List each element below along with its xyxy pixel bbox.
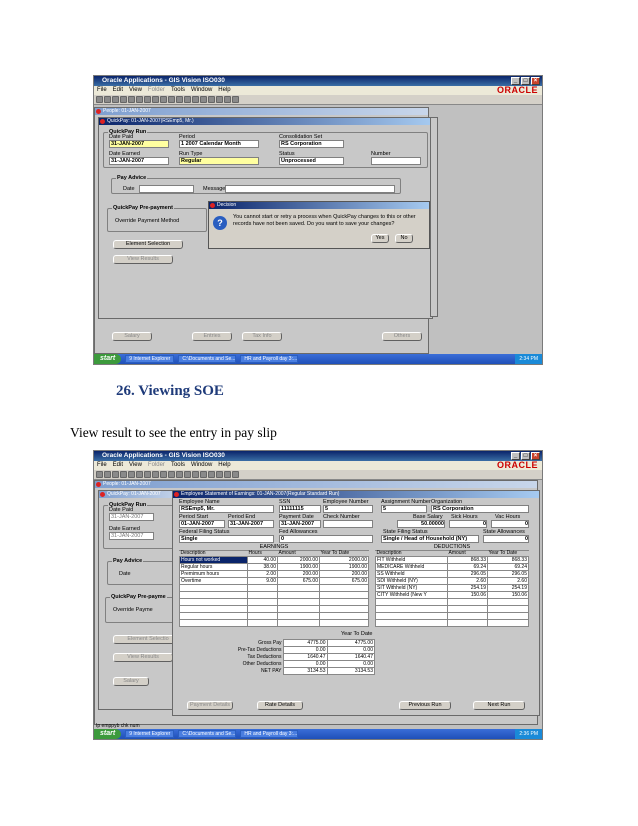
summary-label: Pre-Tax Deductions <box>237 647 282 653</box>
tax-info-button[interactable]: Tax Info <box>242 332 282 341</box>
earnings-desc[interactable]: Regular hours <box>180 564 248 571</box>
taskbar-documents[interactable]: C:\Documents and Se... <box>178 355 236 363</box>
table-row[interactable] <box>180 599 369 606</box>
base-salary-label: Base Salary <box>413 514 443 520</box>
salary-button[interactable]: Salary <box>112 332 152 341</box>
date-earned-field[interactable]: 31-JAN-2007 <box>109 157 169 165</box>
cut-icon[interactable] <box>160 96 167 103</box>
table-row[interactable] <box>376 557 529 564</box>
desktop-area <box>94 105 542 354</box>
earnings-amount: 200.00 <box>278 571 320 578</box>
check-number-label: Check Number <box>323 514 360 520</box>
nav-icon[interactable] <box>104 96 111 103</box>
people-window-title: People: 01-JAN-2007 <box>103 108 151 114</box>
payment-details-button[interactable]: Payment Details <box>187 701 233 710</box>
assignment-number-label: Assignment Number <box>381 499 431 505</box>
summary-amount: 4775.00 <box>283 640 327 647</box>
view-results-button-2[interactable]: View Results <box>113 653 173 662</box>
summary-amount: 0.00 <box>283 661 327 668</box>
paste-icon[interactable] <box>176 96 183 103</box>
summary-label: Other Deductions <box>242 661 282 667</box>
table-row[interactable] <box>180 585 369 592</box>
menu-folder[interactable]: Folder <box>147 462 165 468</box>
print-icon[interactable] <box>128 96 135 103</box>
period-field[interactable]: 1 2007 Calendar Month <box>179 140 259 148</box>
deductions-col-description: Description <box>376 550 402 556</box>
period-end-field: 31-JAN-2007 <box>228 520 274 528</box>
state-filing-label: State Filing Status <box>383 529 428 535</box>
summary-ytd: 0.00 <box>327 661 375 668</box>
summary-ytd: 4775.00 <box>327 640 375 647</box>
organization-field: RS Corporation <box>431 505 529 513</box>
find-icon[interactable] <box>120 471 127 478</box>
table-row[interactable] <box>180 613 369 620</box>
earnings-amount: 2000.00 <box>278 557 320 564</box>
earnings-desc[interactable]: Overtime <box>180 578 248 585</box>
edit-icon[interactable] <box>192 471 199 478</box>
minimize-icon[interactable]: _ <box>511 77 520 85</box>
summary-ytd: 3134.53 <box>327 668 375 675</box>
save-icon[interactable] <box>96 96 103 103</box>
menu-view[interactable]: View <box>129 87 142 93</box>
window-icon[interactable] <box>224 471 231 478</box>
organization-label: Organization <box>431 499 463 505</box>
delete-icon[interactable] <box>152 96 159 103</box>
desktop-area-2 <box>94 480 542 729</box>
summary-amount: 0.00 <box>283 647 327 654</box>
zoom-icon[interactable] <box>112 96 119 103</box>
deductions-col-ytd: Year To Date <box>488 550 518 556</box>
zoom-icon[interactable] <box>112 471 119 478</box>
soe-window-title: Employee Statement of Earnings: 01-JAN-2007(Regular Standard Run) <box>181 491 340 497</box>
period-start-label: Period Start <box>179 514 209 520</box>
pay-advice-title-2: Pay Advice <box>113 558 143 564</box>
delete-icon[interactable] <box>152 471 159 478</box>
quickpay-window-2 <box>98 490 183 710</box>
payment-date-field: 31-JAN-2007 <box>279 520 321 528</box>
deduction-ytd: 2.60 <box>488 578 529 585</box>
find-icon[interactable] <box>120 96 127 103</box>
print-icon[interactable] <box>128 471 135 478</box>
menu-edit[interactable]: Edit <box>112 87 124 93</box>
deduction-amount: 254.19 <box>448 585 488 592</box>
date-earned-label-2: Date Earned <box>109 526 140 532</box>
menu-file[interactable]: File <box>97 87 107 93</box>
view-results-button[interactable]: View Results <box>113 255 173 264</box>
table-row[interactable] <box>376 620 529 627</box>
federal-filing-label: Federal Filing Status <box>179 529 230 535</box>
question-icon: ? <box>213 216 227 230</box>
number-label: Number <box>371 151 391 157</box>
consolidation-label: Consolidation Set <box>279 134 323 140</box>
toolbar-2 <box>94 470 542 480</box>
earnings-desc[interactable]: Hours not worked <box>180 557 248 564</box>
table-row[interactable] <box>376 578 529 585</box>
deduction-amount: 69.24 <box>448 564 488 571</box>
app-title-bar-2 <box>94 451 542 461</box>
quickpay-window-title-2: QuickPay: 01-JAN-2007 <box>107 491 161 497</box>
base-salary-field: 50.00000 <box>397 520 445 528</box>
vac-hours-field: 0 <box>491 520 529 528</box>
earnings-col-description: Description <box>180 550 206 556</box>
help-icon[interactable] <box>232 471 239 478</box>
translate-icon[interactable] <box>216 96 223 103</box>
advice-date-label-2: Date <box>119 571 131 577</box>
table-row[interactable] <box>376 585 529 592</box>
minimize-icon[interactable]: _ <box>511 452 520 460</box>
others-button[interactable]: Others <box>382 332 422 341</box>
clock: 2:34 PM <box>515 354 542 364</box>
table-row[interactable] <box>376 564 529 571</box>
menu-bar <box>94 86 542 95</box>
consolidation-field[interactable]: RS Corporation <box>279 140 344 148</box>
cut-icon[interactable] <box>160 471 167 478</box>
new-icon[interactable] <box>144 96 151 103</box>
table-row[interactable] <box>376 606 529 613</box>
deduction-desc[interactable]: SDI Withheld (NY) <box>376 578 448 585</box>
number-field[interactable] <box>371 157 421 165</box>
status-label: Status <box>279 151 295 157</box>
table-row[interactable] <box>180 578 369 585</box>
instruction-text: View result to see the entry in pay slip <box>70 425 277 440</box>
earnings-amount: 675.00 <box>278 578 320 585</box>
table-row[interactable] <box>180 564 369 571</box>
edit-icon[interactable] <box>192 96 199 103</box>
salary-button-2[interactable]: Salary <box>113 677 149 686</box>
decision-message: You cannot start or retry a process when QuickPay changes to this or other records have not been saved. Do you want to save your changes? <box>233 214 416 227</box>
menu-tools[interactable]: Tools <box>170 462 185 468</box>
save-icon[interactable] <box>96 471 103 478</box>
pay-advice-title: Pay Advice <box>117 175 147 181</box>
attach-icon[interactable] <box>200 96 207 103</box>
state-filing-field: Single / Head of Household (NY) <box>381 535 479 543</box>
date-paid-label: Date Paid <box>109 134 134 140</box>
advice-date-field[interactable] <box>139 185 194 193</box>
summary-table <box>203 639 375 675</box>
override-payment-label-2: Override Payme <box>113 607 153 613</box>
element-selection-button[interactable]: Element Selection <box>113 240 183 249</box>
decision-title: Decision <box>217 202 237 208</box>
toolbar <box>94 95 542 105</box>
table-row[interactable] <box>376 571 529 578</box>
state-allowances-field: 0 <box>483 535 529 543</box>
copy-icon[interactable] <box>168 96 175 103</box>
close-form-icon[interactable] <box>136 471 143 478</box>
app-title-2: Oracle Applications - GIS Vision ISO030 <box>102 452 225 459</box>
override-payment-label: Override Payment Method <box>115 218 180 224</box>
table-row[interactable] <box>376 592 529 599</box>
employee-number-field: 5 <box>323 505 373 513</box>
earnings-col-amount: Amount <box>278 550 296 556</box>
table-row[interactable] <box>180 557 369 564</box>
section-heading: 26. Viewing SOE <box>116 383 224 399</box>
status-field: Unprocessed <box>279 157 344 165</box>
entries-button[interactable]: Entries <box>192 332 232 341</box>
deduction-amount: 296.05 <box>448 571 488 578</box>
table-row[interactable] <box>180 606 369 613</box>
summary-amount: 1640.47 <box>283 654 327 661</box>
earnings-hours: 2.00 <box>248 571 278 578</box>
earnings-ytd: 675.00 <box>320 578 369 585</box>
oracle-logo-2: ORACLE <box>497 460 538 470</box>
clear-icon[interactable] <box>184 96 191 103</box>
deduction-desc[interactable]: FIT Withheld <box>376 557 448 564</box>
maximize-icon[interactable]: □ <box>521 452 530 460</box>
table-row <box>203 640 375 647</box>
summary-label: Tax Deductions <box>247 654 282 660</box>
people-window-title-2: People: 01-JAN-2007 <box>103 481 151 487</box>
taskbar-hr-payroll[interactable]: HR and Payroll day 3:... <box>240 355 298 363</box>
oracle-logo: ORACLE <box>497 85 538 95</box>
summary-ytd: 0.00 <box>327 647 375 654</box>
table-row[interactable] <box>376 613 529 620</box>
close-icon[interactable]: × <box>531 77 540 85</box>
employee-name-label: Employee Name <box>179 499 220 505</box>
taskbar-ie[interactable]: 9 Internet Explorer <box>125 355 174 363</box>
advice-date-label: Date <box>123 186 135 192</box>
vac-hours-label: Vac Hours <box>495 514 521 520</box>
employee-number-label: Employee Number <box>323 499 369 505</box>
earnings-hours: 38.00 <box>248 564 278 571</box>
deductions-header: DEDUCTIONS <box>375 544 529 551</box>
earnings-header: EARNINGS <box>179 544 369 551</box>
summary-ytd: 1640.47 <box>327 654 375 661</box>
menu-window[interactable]: Window <box>190 87 213 93</box>
menu-edit[interactable]: Edit <box>112 462 124 468</box>
table-row[interactable] <box>180 592 369 599</box>
app-title: Oracle Applications - GIS Vision ISO030 <box>102 77 225 84</box>
earnings-amount: 1900.00 <box>278 564 320 571</box>
menu-file[interactable]: File <box>97 462 107 468</box>
clock: 2:36 PM <box>515 729 542 739</box>
copy-icon[interactable] <box>168 471 175 478</box>
period-start-field: 01-JAN-2007 <box>179 520 225 528</box>
sick-hours-label: Sick Hours <box>451 514 478 520</box>
date-earned-field-2[interactable]: 31-JAN-2007 <box>109 532 154 540</box>
run-type-field[interactable]: Regular <box>179 157 259 165</box>
deduction-amount: 150.06 <box>448 592 488 599</box>
rate-details-button[interactable]: Rate Details <box>257 701 303 710</box>
summary-amount: 3134.53 <box>283 668 327 675</box>
screenshot-soe <box>93 450 543 740</box>
date-paid-label-2: Date Paid <box>109 507 134 513</box>
folder-icon[interactable] <box>208 471 215 478</box>
earnings-ytd: 2000.00 <box>320 557 369 564</box>
ssn-label: SSN <box>279 499 291 505</box>
menu-window[interactable]: Window <box>190 462 213 468</box>
start-button[interactable]: start <box>94 729 121 739</box>
deduction-ytd: 868.33 <box>488 557 529 564</box>
advice-message-field[interactable] <box>225 185 395 193</box>
close-icon[interactable]: × <box>531 452 540 460</box>
deduction-desc[interactable]: MEDICARE Withheld <box>376 564 448 571</box>
element-selection-button-2[interactable]: Element Selectio <box>113 635 183 644</box>
quickpay-run-title-2: QuickPay Run <box>109 502 147 508</box>
attach-icon[interactable] <box>200 471 207 478</box>
quickpay-run-title: QuickPay Run <box>109 129 147 135</box>
earnings-hours: 40.00 <box>248 557 278 564</box>
taskbar-hr-payroll[interactable]: HR and Payroll day 3:... <box>240 730 298 738</box>
maximize-icon[interactable]: □ <box>521 77 530 85</box>
clear-icon[interactable] <box>184 471 191 478</box>
menu-bar-2 <box>94 461 542 470</box>
fed-allowances-field: 0 <box>279 535 373 543</box>
paste-icon[interactable] <box>176 471 183 478</box>
deduction-ytd: 69.24 <box>488 564 529 571</box>
menu-tools[interactable]: Tools <box>170 87 185 93</box>
earnings-ytd: 200.00 <box>320 571 369 578</box>
table-row <box>203 668 375 675</box>
decision-dialog <box>208 201 430 249</box>
table-row[interactable] <box>376 599 529 606</box>
next-run-button[interactable]: Next Run <box>473 701 525 710</box>
payment-date-label: Payment Date <box>279 514 314 520</box>
summary-label: NET PAY <box>260 668 282 674</box>
taskbar-ie[interactable]: 9 Internet Explorer <box>125 730 174 738</box>
earnings-desc[interactable]: Premimum hours <box>180 571 248 578</box>
ssn-field: 11111115 <box>279 505 321 513</box>
period-end-label: Period End <box>228 514 256 520</box>
assignment-number-field: 5 <box>381 505 427 513</box>
table-row[interactable] <box>180 571 369 578</box>
table-row <box>203 661 375 668</box>
deduction-amount: 868.33 <box>448 557 488 564</box>
yes-button[interactable]: Yes <box>371 234 389 243</box>
menu-folder[interactable]: Folder <box>147 87 165 93</box>
nav-icon[interactable] <box>104 471 111 478</box>
earnings-table <box>179 550 369 627</box>
app-title-bar <box>94 76 542 86</box>
run-type-label: Run Type <box>179 151 203 157</box>
deduction-desc[interactable]: CITY Withheld (New Y <box>376 592 448 599</box>
advice-message-label: Message <box>203 186 226 192</box>
summary-label: Gross Pay <box>258 640 282 646</box>
new-icon[interactable] <box>144 471 151 478</box>
table-row <box>203 647 375 654</box>
employee-name-field: RSEmp5, Mr. <box>179 505 274 513</box>
period-label: Period <box>179 134 195 140</box>
deduction-desc[interactable]: SIT Withheld (NY) <box>376 585 448 592</box>
start-button[interactable]: start <box>94 354 121 364</box>
deduction-ytd: 254.19 <box>488 585 529 592</box>
earnings-col-hours: Hours <box>248 550 262 556</box>
folder-icon[interactable] <box>208 96 215 103</box>
federal-filing-field: Single <box>179 535 274 543</box>
date-paid-field-2[interactable]: 31-JAN-2007 <box>109 513 154 521</box>
close-form-icon[interactable] <box>136 96 143 103</box>
deduction-desc[interactable]: SS Withheld <box>376 571 448 578</box>
soe-window <box>172 490 540 716</box>
state-allowances-label: State Allowances <box>483 529 525 535</box>
deductions-table <box>375 550 529 627</box>
window-icon[interactable] <box>224 96 231 103</box>
summary-ytd-label: Year To Date <box>341 631 373 637</box>
status-line: Ip emppyb chk num <box>96 723 140 729</box>
prepayment-title-2: QuickPay Pre-payme <box>111 594 166 600</box>
date-earned-label: Date Earned <box>109 151 140 157</box>
deduction-ytd: 296.05 <box>488 571 529 578</box>
translate-icon[interactable] <box>216 471 223 478</box>
prepayment-title: QuickPay Pre-payment <box>113 205 173 211</box>
table-row <box>203 654 375 661</box>
quickpay-window-title: QuickPay: 01-JAN-2007(RSEmp5, Mr.) <box>107 118 194 124</box>
taskbar-documents[interactable]: C:\Documents and Se... <box>178 730 236 738</box>
deduction-amount: 2.60 <box>448 578 488 585</box>
menu-help[interactable]: Help <box>218 462 231 468</box>
earnings-ytd: 1900.00 <box>320 564 369 571</box>
scroll-edge <box>430 117 438 317</box>
help-icon[interactable] <box>232 96 239 103</box>
previous-run-button[interactable]: Previous Run <box>399 701 451 710</box>
earnings-hours: 9.00 <box>248 578 278 585</box>
menu-view[interactable]: View <box>129 462 142 468</box>
screenshot-quickpay-decision <box>93 75 543 365</box>
taskbar-2 <box>94 729 542 739</box>
check-number-field <box>323 520 373 528</box>
date-paid-field[interactable]: 31-JAN-2007 <box>109 140 169 148</box>
deduction-ytd: 150.06 <box>488 592 529 599</box>
menu-help[interactable]: Help <box>218 87 231 93</box>
fed-allowances-label: Fed Allowances <box>279 529 318 535</box>
deductions-col-amount: Amount <box>448 550 466 556</box>
sick-hours-field: 0 <box>449 520 487 528</box>
table-row[interactable] <box>180 620 369 627</box>
taskbar <box>94 354 542 364</box>
no-button[interactable]: No <box>395 234 413 243</box>
earnings-col-ytd: Year To Date <box>320 550 350 556</box>
